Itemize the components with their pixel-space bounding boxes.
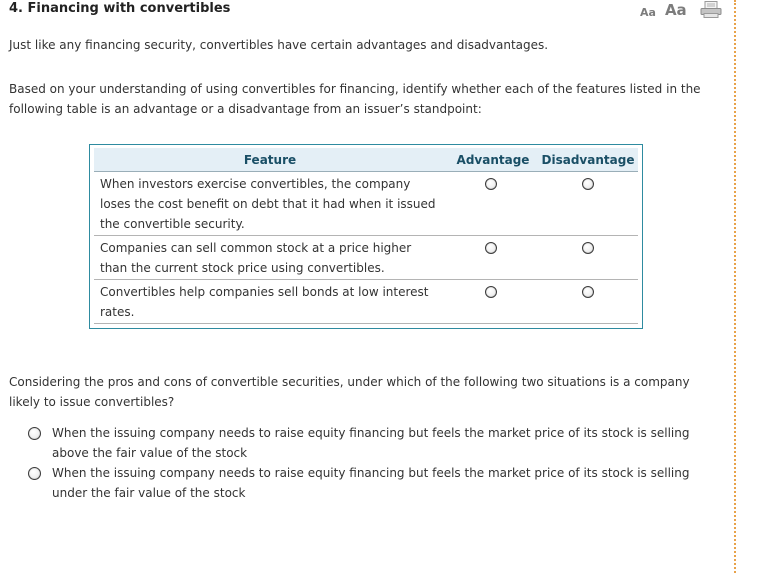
radio-disadvantage-row-2[interactable] — [582, 242, 594, 254]
radio-disadvantage-row-3[interactable] — [582, 286, 594, 298]
situation-prompt: Considering the pros and cons of convertible securities, under which of the following two situations is a company likely to issue convertibles? — [9, 375, 690, 409]
header-feature: Feature — [243, 152, 297, 167]
radio-option-2[interactable] — [28, 467, 41, 480]
table-header-row — [94, 148, 638, 172]
disadvantage-cell — [540, 236, 636, 279]
font-size-large-button[interactable]: Aa — [664, 1, 687, 19]
table-row — [94, 236, 638, 280]
option-above-fair-value[interactable] — [28, 423, 708, 463]
advantage-cell — [446, 280, 540, 323]
intro-text: Just like any financing security, convertibles have certain advantages and disadvantages. — [9, 38, 549, 52]
font-size-small-button[interactable]: Aa — [640, 6, 656, 19]
feature-cell: When investors exercise convertibles, the company loses the cost benefit on debt that it had when it issued the convertible security. — [100, 177, 436, 231]
radio-advantage-row-1[interactable] — [485, 178, 497, 190]
disadvantage-cell — [540, 280, 636, 323]
advantage-cell — [446, 236, 540, 279]
table-row — [94, 172, 638, 236]
printer-icon[interactable] — [700, 1, 722, 18]
header-disadvantage: Disadvantage — [541, 152, 635, 167]
header-advantage: Advantage — [456, 152, 530, 167]
disadvantage-cell — [540, 172, 636, 235]
feature-cell: Companies can sell common stock at a price higher than the current stock price using convertibles. — [100, 241, 412, 275]
radio-advantage-row-3[interactable] — [485, 286, 497, 298]
advantage-cell — [446, 172, 540, 235]
page-right-border — [734, 0, 736, 573]
radio-advantage-row-2[interactable] — [485, 242, 497, 254]
option-text: When the issuing company needs to raise equity financing but feels the market price of its stock is selling under the fair value of the stock — [52, 466, 690, 500]
feature-cell: Convertibles help companies sell bonds at low interest rates. — [100, 285, 429, 319]
radio-option-1[interactable] — [28, 427, 41, 440]
table-row — [94, 280, 638, 324]
radio-disadvantage-row-1[interactable] — [582, 178, 594, 190]
situation-options — [28, 423, 708, 503]
option-under-fair-value[interactable] — [28, 463, 708, 503]
font-size-tools — [640, 1, 722, 19]
option-text: When the issuing company needs to raise equity financing but feels the market price of its stock is selling above the fair value of the stock — [52, 426, 690, 460]
question-title: 4. Financing with convertibles — [9, 1, 231, 16]
features-table — [89, 144, 643, 329]
instruction-text: Based on your understanding of using convertibles for financing, identify whether each of the features listed in the following table is an advantage or a disadvantage from an issuer’s standpoint: — [9, 82, 701, 116]
